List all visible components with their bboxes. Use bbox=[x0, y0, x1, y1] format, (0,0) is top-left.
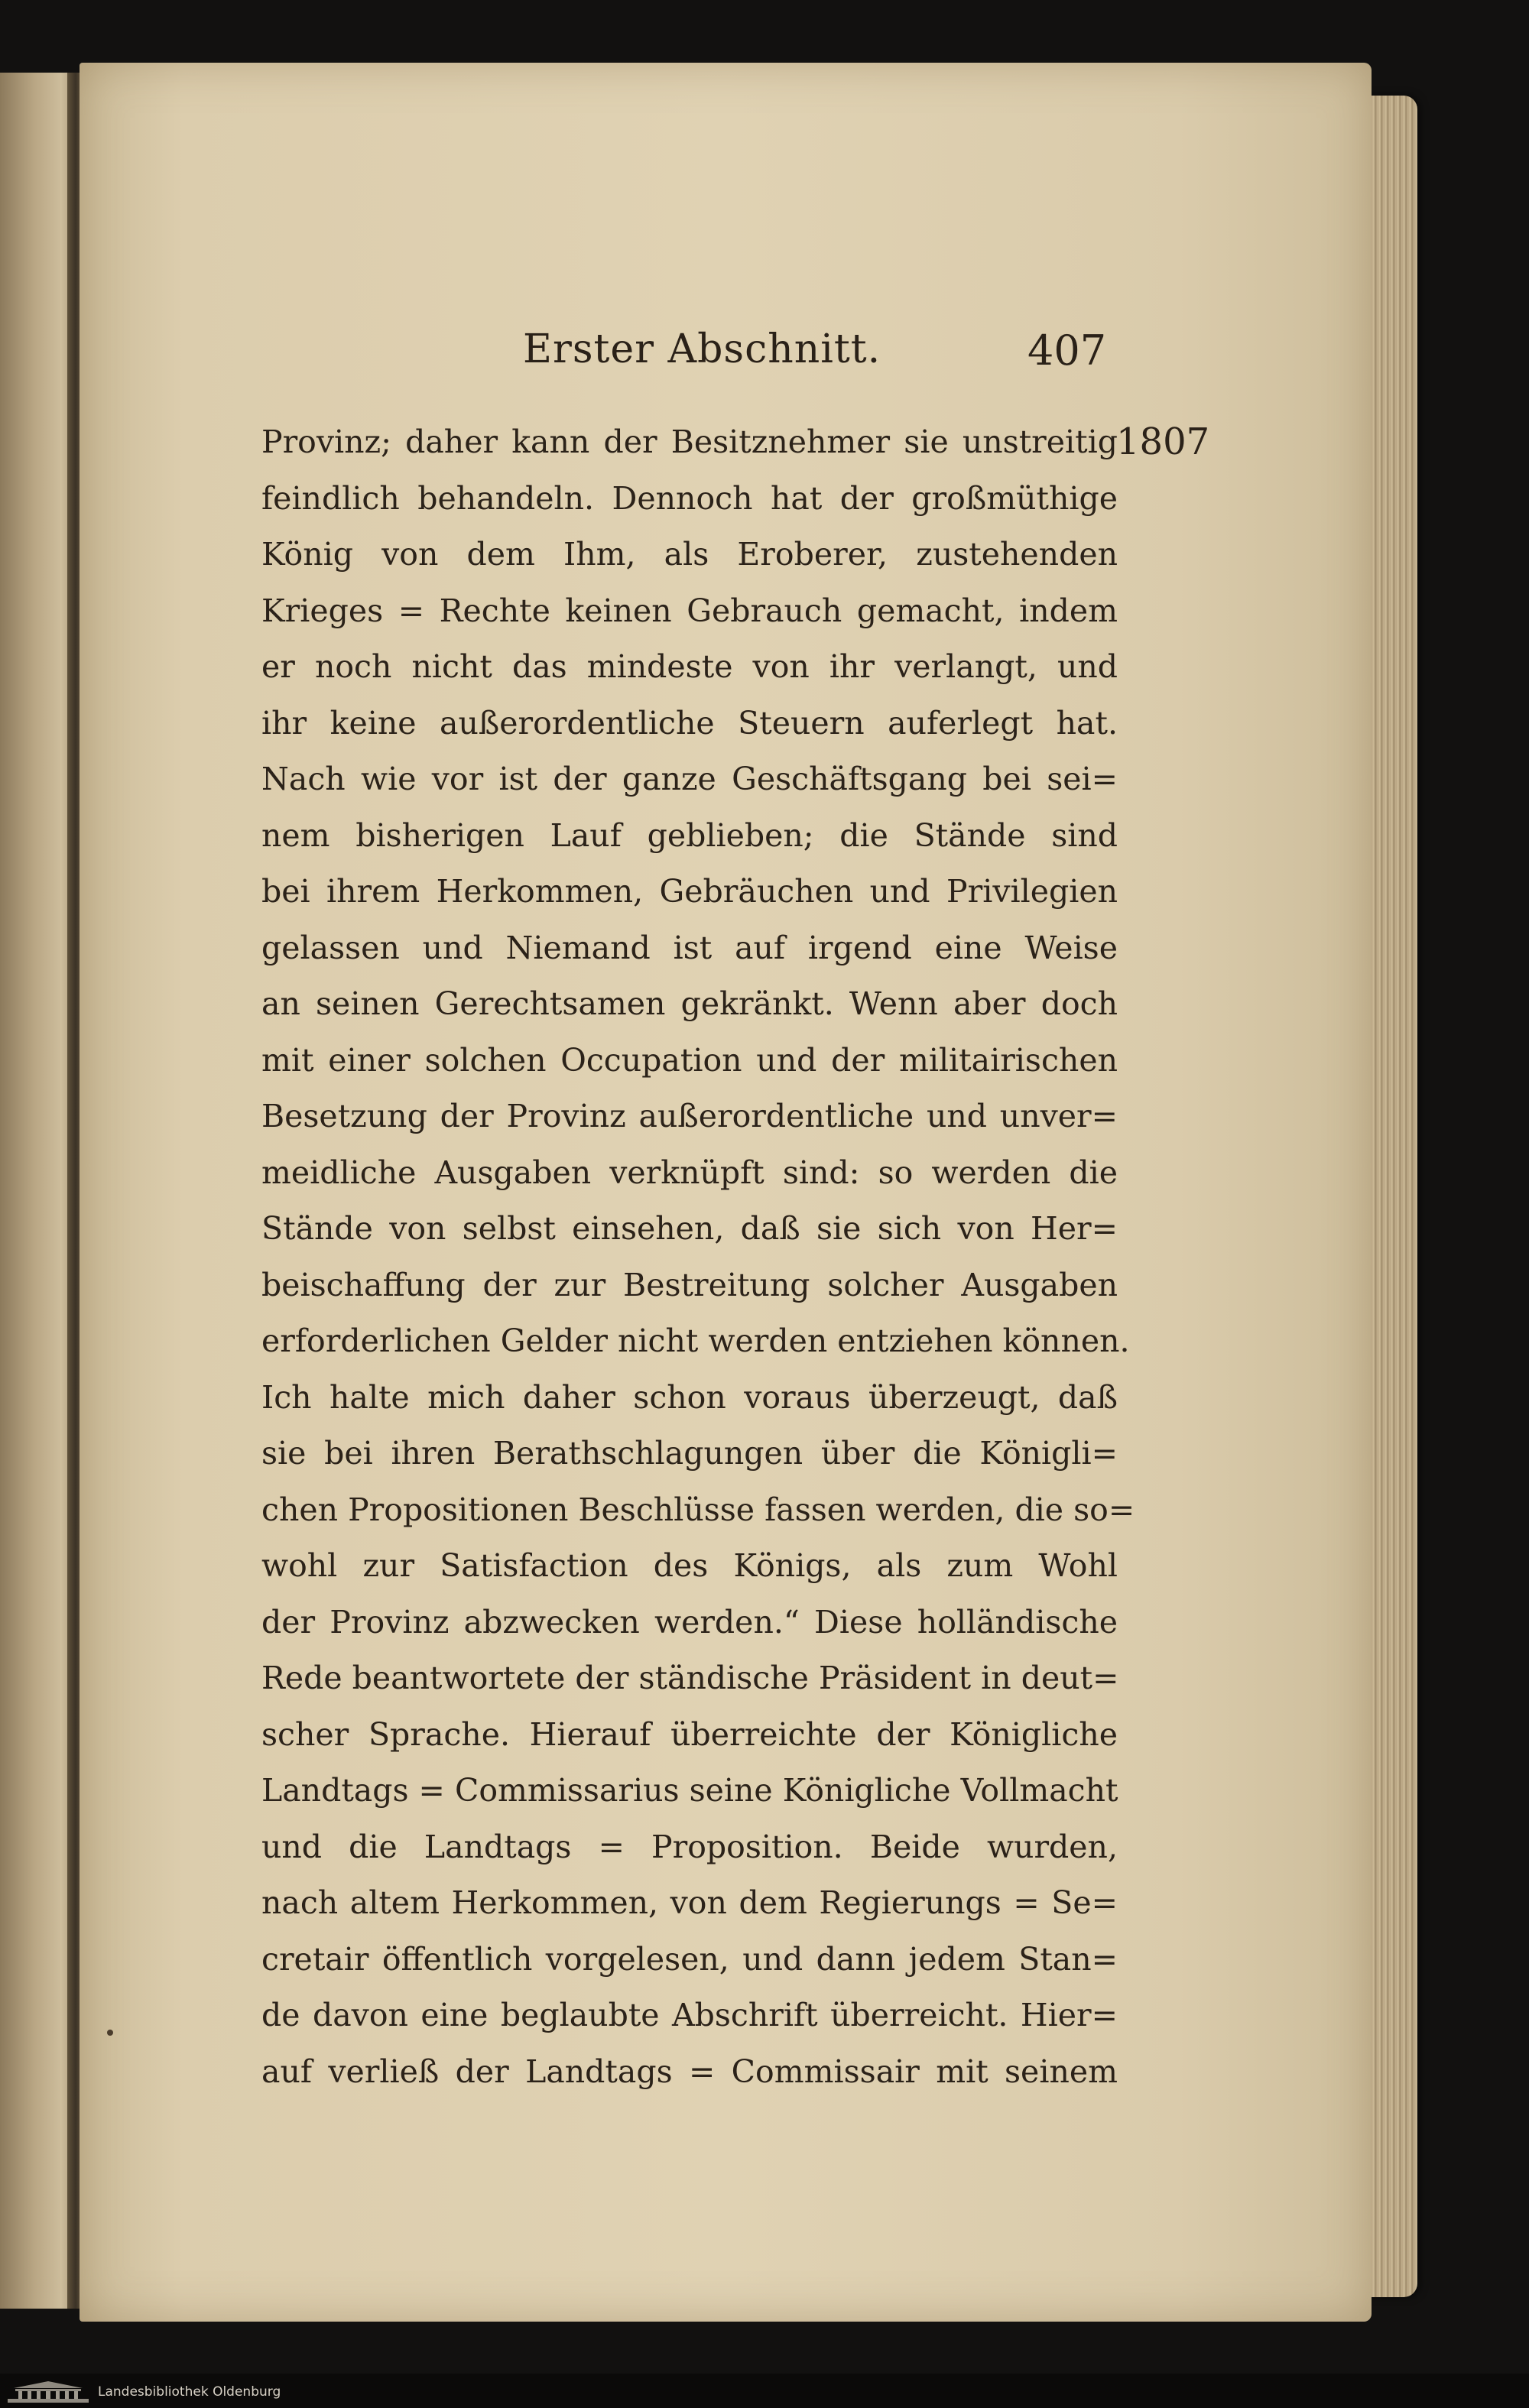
text-line: der Provinz abzwecken werden.“ Diese holländische bbox=[261, 1603, 1118, 1640]
text-line: beischaffung der zur Bestreitung solcher Ausgaben bbox=[261, 1266, 1118, 1303]
text-line: nach altem Herkommen, von dem Regierungs = Se= bbox=[261, 1884, 1118, 1921]
page-header bbox=[523, 326, 1135, 388]
text-line: Besetzung der Provinz außerordentliche und unver= bbox=[261, 1098, 1118, 1134]
book-page bbox=[80, 63, 1372, 2322]
text-line: scher Sprache. Hierauf überreichte der Königliche bbox=[261, 1715, 1118, 1753]
text-line: sie bei ihren Berathschlagungen über die Königli= bbox=[261, 1435, 1118, 1472]
text-line: nem bisherigen Lauf geblieben; die Stände sind bbox=[261, 816, 1118, 854]
text-line: cretair öffentlich vorgelesen, und dann jedem Stan= bbox=[261, 1940, 1118, 1978]
text-line: Landtags = Commissarius seine Königliche Vollmacht bbox=[261, 1772, 1118, 1809]
running-title: Erster Abschnitt. bbox=[523, 326, 881, 372]
page-number: 407 bbox=[1027, 326, 1107, 375]
paper-speck bbox=[107, 2030, 113, 2036]
text-line: an seinen Gerechtsamen gekränkt. Wenn aber doch bbox=[261, 985, 1118, 1022]
text-line: er noch nicht das mindeste von ihr verlangt, und bbox=[261, 648, 1118, 685]
previous-page-edge bbox=[0, 73, 78, 2309]
text-line: auf verließ der Landtags = Commissair mit seinem bbox=[261, 2053, 1118, 2090]
text-line: mit einer solchen Occupation und der militairischen bbox=[261, 1041, 1118, 1079]
text-line: wohl zur Satisfaction des Königs, als zum Wohl bbox=[261, 1547, 1118, 1584]
body-text bbox=[261, 414, 1135, 2100]
text-line: Ich halte mich daher schon voraus überzeugt, daß bbox=[261, 1378, 1118, 1416]
text-line: Provinz; daher kann der Besitznehmer sie unstreitig bbox=[261, 424, 1118, 460]
text-line: Nach wie vor ist der ganze Geschäftsgang bei sei= bbox=[261, 761, 1118, 797]
text-line: erforderlichen Gelder nicht werden entziehen können. bbox=[261, 1322, 1130, 1359]
library-name: Landesbibliothek Oldenburg bbox=[98, 2384, 281, 2400]
text-line: bei ihrem Herkommen, Gebräuchen und Privilegien bbox=[261, 873, 1118, 910]
text-line: König von dem Ihm, als Eroberer, zustehenden bbox=[261, 536, 1118, 573]
text-line: und die Landtags = Proposition. Beide wurden, bbox=[261, 1828, 1118, 1865]
text-line: feindlich behandeln. Dennoch hat der großmüthige bbox=[261, 479, 1118, 517]
library-building-icon bbox=[6, 2379, 90, 2405]
text-line: meidliche Ausgaben verknüpft sind: so werden die bbox=[261, 1154, 1118, 1191]
text-line: Rede beantwortete der ständische Präsident in deut= bbox=[261, 1660, 1119, 1696]
text-line: gelassen und Niemand ist auf irgend eine Weise bbox=[261, 929, 1118, 966]
text-line: Krieges = Rechte keinen Gebrauch gemacht, indem bbox=[261, 592, 1118, 629]
text-line: Stände von selbst einsehen, daß sie sich von Her= bbox=[261, 1210, 1118, 1247]
text-line: de davon eine beglaubte Abschrift überreicht. Hier= bbox=[261, 1997, 1118, 2033]
margin-year-note: 1807 bbox=[1116, 420, 1210, 463]
text-line: ihr keine außerordentliche Steuern auferlegt hat. bbox=[261, 704, 1118, 742]
text-line: chen Propositionen Beschlüsse fassen werden, die so= bbox=[261, 1491, 1135, 1528]
